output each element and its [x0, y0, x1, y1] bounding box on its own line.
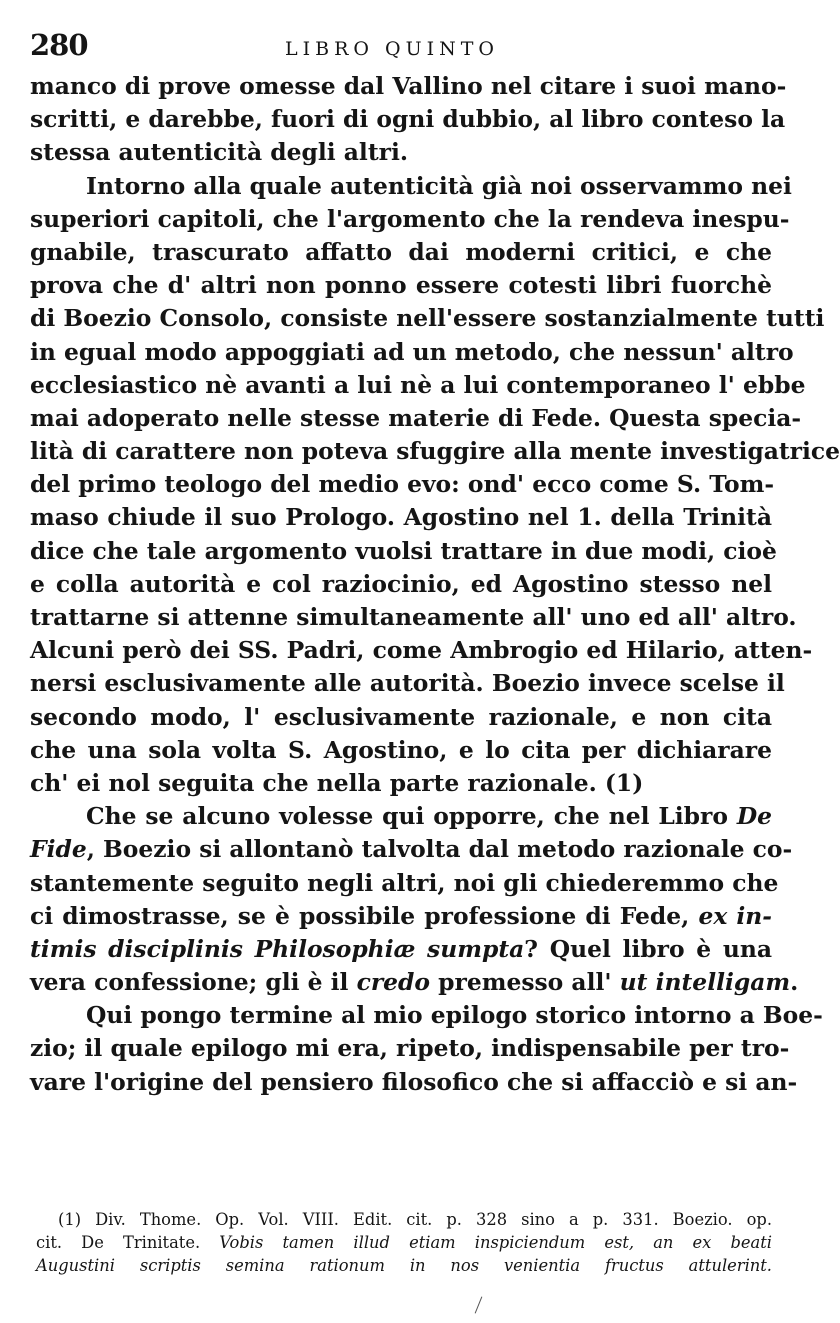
- text-line: ecclesiastico nè avanti a lui nè a lui contemporaneo l' ebbe: [30, 370, 806, 399]
- footnote-quote: Vobis tamen illud etiam inspiciendum est, an ex beati: [219, 1233, 772, 1252]
- line-segment: ? Quel libro è una: [524, 934, 772, 963]
- paragraph-start-line: Intorno alla quale autenticità già noi osservammo nei: [86, 171, 792, 200]
- italic-quote: timis disciplinis Philosophiæ sumpta: [30, 934, 525, 963]
- body-text: [30, 70, 840, 1099]
- italic-title: De: [736, 802, 772, 831]
- italic-quote: ex in-: [698, 901, 772, 930]
- footnote-line: [36, 1231, 772, 1254]
- italic-word: credo: [356, 968, 430, 997]
- running-head: LIBRO QUINTO: [285, 38, 499, 60]
- line-segment: vera confessione; gli è il: [30, 968, 357, 997]
- line-segment: premesso all': [430, 968, 620, 997]
- text-line: trattarne si attenne simultaneamente all' uno ed all' altro.: [30, 603, 797, 631]
- line-segment: .: [790, 968, 799, 997]
- footnote-segment: cit. De Trinitate.: [36, 1233, 201, 1252]
- text-line: mai adoperato nelle stesse materie di Fede. Questa specia-: [30, 403, 802, 432]
- text-line: gnabile, trascurato affatto dai moderni critici, e che: [30, 237, 772, 266]
- text-line: ch' ei nol seguita che nella parte razionale. (1): [30, 768, 644, 797]
- italic-phrase: ut intelligam: [619, 968, 791, 997]
- text-line: maso chiude il suo Prologo. Agostino nel 1. della Trinità: [30, 503, 772, 532]
- text-line: [30, 933, 772, 966]
- footnote-line: (1) Div. Thome. Op. Vol. VIII. Edit. cit. p. 328 sino a p. 331. Boezio. op.: [58, 1210, 772, 1229]
- text-line: dice che tale argomento vuolsi trattare in due modi, cioè: [30, 536, 777, 565]
- page-number: 280: [30, 28, 88, 62]
- line-segment: ci dimostrasse, se è possibile professione di Fede,: [30, 901, 699, 930]
- text-line: stantemente seguito negli altri, noi gli chiederemmo che: [30, 868, 779, 897]
- text-line: del primo teologo del medio evo: ond' ecco come S. Tom-: [30, 470, 775, 499]
- paragraph-start-line: Qui pongo termine al mio epilogo storico intorno a Boe-: [86, 1001, 823, 1030]
- text-line: prova che d' altri non ponno essere cotesti libri fuorchè: [30, 271, 772, 300]
- text-line: secondo modo, l' esclusivamente razionale, e non cita: [30, 702, 772, 731]
- text-line: [30, 966, 799, 999]
- text-line: lità di carattere non poteva sfuggire alla mente investigatrice: [30, 437, 840, 466]
- text-line: manco di prove omesse dal Vallino nel citare i suoi mano-: [30, 72, 787, 100]
- text-line: in egual modo appoggiati ad un metodo, che nessun' altro: [30, 337, 794, 366]
- page-header: [30, 28, 770, 68]
- text-line: che una sola volta S. Agostino, e lo cita per dichiarare: [30, 735, 772, 764]
- text-line: scritti, e darebbe, fuori di ogni dubbio, al libro conteso la: [30, 105, 786, 134]
- footnote-quote: Augustini scriptis semina rationum in nos venientia fructus attulerint.: [36, 1256, 772, 1275]
- text-line: [30, 900, 772, 933]
- text-line: [30, 833, 793, 866]
- italic-title: Fide: [30, 835, 87, 864]
- paragraph-start-line: [30, 800, 772, 833]
- text-line: zio; il quale epilogo mi era, ripeto, indispensabile per tro-: [30, 1034, 790, 1063]
- text-line: e colla autorità e col raziocinio, ed Agostino stesso nel: [30, 569, 772, 598]
- line-segment: Che se alcuno volesse qui opporre, che nel Libro: [86, 802, 737, 831]
- text-line: Alcuni però dei SS. Padri, come Ambrogio ed Hilario, atten-: [30, 636, 813, 665]
- footnotes: [36, 1208, 772, 1277]
- text-line: nersi esclusivamente alle autorità. Boezio invece scelse il: [30, 669, 785, 698]
- text-line: superiori capitoli, che l'argomento che la rendeva inespu-: [30, 204, 790, 233]
- text-line: di Boezio Consolo, consiste nell'essere sostanzialmente tutti: [30, 304, 825, 333]
- footnote-line: [36, 1254, 772, 1277]
- line-segment: , Boezio si allontanò talvolta dal metodo razionale co-: [86, 835, 793, 864]
- text-line: vare l'origine del pensiero filosofico che si affacciò e si an-: [30, 1067, 798, 1096]
- print-mark: [475, 1296, 483, 1313]
- text-line: stessa autenticità degli altri.: [30, 138, 408, 167]
